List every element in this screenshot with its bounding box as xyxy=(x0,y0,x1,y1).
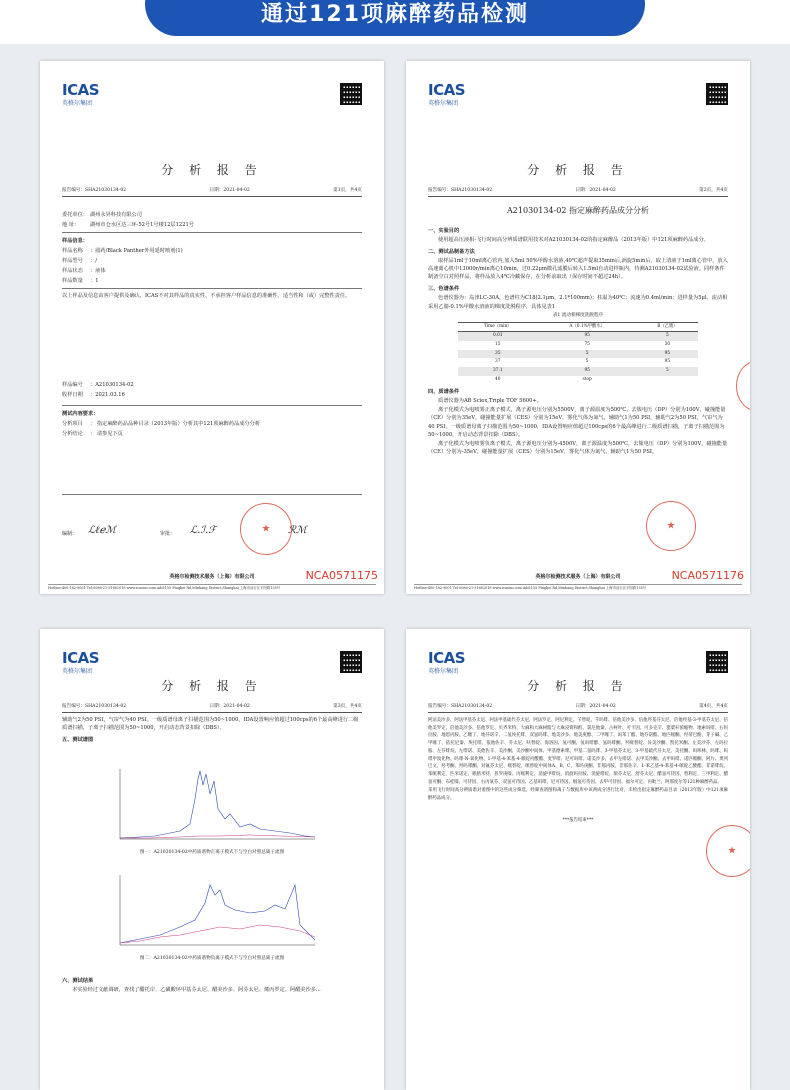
page-title: 分 析 报 告 xyxy=(527,679,629,693)
client-info: 委托单位： 湖州永昇科技有限公司 地 址： 湖州市仓水区达三环·52号1号楼12层1221号 样品信息： 样品名称 ：圆药/Black Panther外用延时喷剂(1) 样品型号 ：/ 样品状态 ：液体 样品数量 ：1 以上样品及信息由客户提供及确认，ICAS不对其样品的真实性、不承担客户样品信息的准确性、适当性和（或）完整性责任。 xyxy=(62,209,362,301)
table-row xyxy=(458,358,698,367)
icas-logo: ICAS 英格尔集团 xyxy=(62,649,100,675)
seam-seal-icon: ★ xyxy=(706,825,750,877)
icas-logo: ICAS 英格尔集团 xyxy=(428,649,466,675)
table-row xyxy=(458,376,698,385)
top-banner xyxy=(0,0,790,44)
table-cell xyxy=(637,376,698,385)
analysis-heading: A21030134-02 指定麻醉药品成分分析 xyxy=(507,206,649,215)
table-cell: stop xyxy=(582,376,592,382)
report-header: 报告编号：SHA21030134-02 日期：2021-04-02 第2页，共4页 xyxy=(428,187,728,197)
report-page-4[interactable] xyxy=(406,629,750,1090)
table-cell: 0.01 xyxy=(458,332,538,341)
table-cell: 95 xyxy=(664,359,671,365)
page-title: 分 析 报 告 xyxy=(527,163,629,177)
chart-bg xyxy=(100,865,320,953)
approver-signature: ℒ.ℐ.ℱ xyxy=(190,525,217,536)
qr-code-icon xyxy=(340,651,362,673)
report-header: 报告编号：SHA21030134-02 日期：2021-04-02 第1页，共4页 xyxy=(62,187,362,197)
table-cell: 30 xyxy=(664,341,671,347)
figure-2-caption: 图二：A21030134-02中药质谱物负离子模式下与空白对照总离子流图 xyxy=(139,956,285,961)
page-title: 分 析 报 告 xyxy=(161,679,263,693)
figure-1-caption: 图一：A21030134-02中药质谱物正离子模式下与空白对照总离子流图 xyxy=(139,850,285,855)
table-cell: 37.1 xyxy=(458,367,538,376)
drug-list-text: 阿法美沙多、阿法甲基芬太尼、阿法甲基硫代芬太尼、阿法罗定、阿尼利定、苄替啶、苄吗啡、倍他美沙多、倍他羟基芬太尼、倍他羟基-3-甲基芬太尼、倍他美罗定、倍他美沙多、倍他罗定、贝齐米特、大麻和大麻树脂与大麻浸膏和酊、氯尼他秦、古柯叶、可卡因、可多克辛、罂粟秆浓缩物、地索吗啡、右吗拉胺、地恩丙胺、乙噻丁、地芬诺辛、二氢埃托啡、双氢吗啡、地美沙多、地美庚醇、二甲噻丁、吗苯丁酯、地芬诺酯、地匹哌酮、羟蒂巴酚、芽子碱、乙甲噻丁、依托尼秦、埃托啡、依他佐辛、芬太尼、呋替啶、海洛因、氢可酮、氢吗啡醇、氢吗啡酮、羟哌替啶、异美沙酮、凯托米酮、左美沙芬、左吗拉胺、左芬啡烷、左啡诺、美他佐辛、美沙酮、美沙酮中间体、甲基德索啡、甲基二氢吗啡、3-甲基芬太尼、3-甲基硫代芬太尼、美托酮、吗哆林、吗啡、吗啡甲溴化物、吗啡-N-氧化物、1-甲基-4-苯基-4-哌啶丙酸酯、麦罗啡、尼可吗啡、诺美沙多、去甲左啡诺、去甲美沙酮、去甲吗啡、诺匹哌酮、阿片、奥列巴文、羟考酮、羟吗啡酮、对氟芬太尼、哌替啶、哌替啶中间体A、B、C、苯吗庚酮、非那丙胺、非那佐辛、1-苯乙基-4-苯基-4-哌啶乙酸酯、非诺啡烷、苯哌利定、匹米诺定、哌腈米特、普罗庚嗪、丙哌利定、消旋甲啡烷、消旋吗拉胺、消旋啡烷、瑞芬太尼、舒芬太尼、醋氢可待因、替利定、三甲利定、醋氢可酮、布桂嗪、可待因、右丙氧芬、双氢可待因、乙基吗啡、尼可待因、烟氢可待因、去甲可待因、福尔可定、丙吡兰、阿那度尔等121种麻醉药品。 采用飞行时间高分辨质谱对谱图中的这些成分筛选，经筛查谱图和离子与数据库中该两成分进行比对，未检出指定麻醉药品目录（2013年版）中121项麻醉药品成分。 ***报告结束*** xyxy=(428,718,728,823)
positive-ion-chromatogram xyxy=(100,759,320,847)
table-cell: 5 xyxy=(585,359,589,365)
report-page-3[interactable] xyxy=(40,629,384,1090)
table-cell: 75 xyxy=(584,341,590,347)
table-cell: 95 xyxy=(538,332,637,341)
negative-ion-chromatogram xyxy=(100,865,320,953)
company-seal-icon: ★ xyxy=(646,501,696,551)
company-seal-icon: ★ xyxy=(240,503,292,555)
author-signature: ℒℓℯℳ xyxy=(88,525,116,536)
page-footer: 英格尔检测技术服务（上海）有限公司 Hotline:400-182-9001 Tel:0086-21-51682018 www.icasiso.com Add:155 Pingbei Rd,Minhang District,Shanghai 上海市闵行区平阳路155号 xyxy=(40,574,384,594)
seam-seal-icon xyxy=(736,361,750,411)
page-footer: 英格尔检测技术服务（上海）有限公司 Hotline:400-182-9001 Tel:0086-21-51682018 www.icasiso.com Add:155 Pingbei Rd,Minhang District,Shanghai 上海市闵行区平阳路155号 xyxy=(406,574,750,594)
icas-logo: ICAS 英格尔集团 xyxy=(62,81,100,107)
qr-code-icon xyxy=(706,83,728,105)
table-cell: 5 xyxy=(637,367,698,376)
table-cell: 37 xyxy=(495,359,501,365)
table-row xyxy=(458,350,698,359)
report-stamp-number: NCA0571176 xyxy=(671,568,744,582)
table-row xyxy=(458,367,698,376)
report-page-1[interactable]: ICAS 英格尔集团 分 析 报 告 报告编号：SHA21030134-02 日期：2021-04-02 第1页，共4页 委托单位： 湖州永昇科技有限公司 地 址： 湖州市仓水区达三环·52号1号楼12层1221号 样品信息： 样品名称 ：圆药/Black Panther外用延时喷剂(1) 样品型号 ：/ 样品状态 ：液体 样品数量 ：1 以上样品及信息由客户提供及确认，ICAS不对其样品的真实性、不承担客户样品信息的准确性、适当性和（或）完整性责任。 样品编号 ：A21030134-02 收样日期 ：2021.03.16 测试内容要求： 分析项目 ： 指定麻醉药品品种目录（2013年版）分析其中121项麻醉药品成分分析 分析结论 ： 请参见下页 编制： ℒℓℯℳ 审批： ℒ.ℐ.ℱ ★ ℛℳ 英格尔检测技术服务（上海）有限公司 Hotline:400-182-9001 Tel:0086-21-51682018 www.icasiso.com Add:155 Pingbei Rd,Minhang District,Shanghai 上海市闵行区平阳路155号 NCA0571175 xyxy=(40,61,384,594)
test-results: 六、测试结果 本实验经过文献调研，查找了醋托岸、乙磺酸环甲基芬太尼、醋美沙多、阿芬太尼、烯丙罗定、阿醋美沙多... xyxy=(62,978,321,994)
table-header: Time（min） xyxy=(458,322,538,332)
chart-bg xyxy=(100,759,320,847)
table-cell: 95 xyxy=(538,367,637,376)
report-header: 报告编号：SHA21030134-02 日期：2021-04-02 第3页，共4页 xyxy=(62,703,362,713)
table-cell: 35 xyxy=(458,350,538,359)
ms-conditions-cont: 辅助气2为50 PSI，气帘气为40 PSI。一级质谱母离子扫描范围为50~1000，IDA设置响应值超过100cps的6个最高峰进行二级质谱扫描，子离子扫描范围为50~1000，开启动态背景扣除（DBS）。 五、测试谱图 xyxy=(62,717,359,744)
qr-code-icon xyxy=(340,83,362,105)
qr-code-icon xyxy=(706,651,728,673)
page-title: 分 析 报 告 xyxy=(161,163,263,177)
sample-receipt: 样品编号 ：A21030134-02 收样日期 ：2021.03.16 测试内容要求： 分析项目 ： 指定麻醉药品品种目录（2013年版）分析其中121项麻醉药品成分分析 分析结论 ： 请参见下页 xyxy=(62,379,362,440)
table-header: A（0.1%甲酸水） xyxy=(538,322,637,332)
table-cell: 5 xyxy=(637,332,698,341)
report-header: 报告编号：SHA21030134-02 日期：2021-04-02 第4页，共4页 xyxy=(428,703,728,713)
report-stamp-number: NCA0571175 xyxy=(305,568,378,582)
analysis-body: 一、实验目的 使用超高压液相-飞行时间高分辨质谱联用技术对A21030134-02的指定麻醉品（2013年版）中121项麻醉药品成分。 二、测试品制备方法 取样品1ml于10ml离心管内,加入5ml 50%甲醇水溶液,40℃超声提取35min后,涡旋5min后，取上清液于1ml离心管中，放入高速离心机中13000r/min离心10min，过0.22μm微孔滤膜后转入1.5ml自动进样瓶内，待测A21030134-02试验液。同样条件制备空白对照样品，将样品放入4℃冷藏保存，在分析前取出（保存时间不超过24h）。 三、色谱条件 色谱仪器为：岛津LC-30A，色谱柱为C18(2.1μm，2.1*100mm)；柱温为40℃；流速为0.4ml/min；进样量为5μl，流动相采用乙腈-0.1%甲酸水溶液的梯度洗脱程序，具体见表1 表1 流动相梯度洗脱程序 Time（min） A（0.1%甲酸水） B（乙腈） 0.01 95 5 15 75 30 35 5 95 37 5 95 37.1 95 5 40 stop 四、质谱条件 质谱仪器为AB Sciex,Triple TOF 5600+。 离子化模式为电喷雾正离子模式，离子源电压分别为5500V，离子源温度为500℃，去簇电压（DP）分别为100V，碰撞能量（CE）分别为35eV，碰撞能量扩展（CES）分别为15eV，雾化气体为氮气，辅助气1为50 PSI，辅助气2为50 PSI，气帘气为40 PSI。一级质谱母离子扫描范围为50~1000，IDA设置响应值超过100cps的6个最高峰进行二级质谱扫描，子离子扫描范围为50~1000，开启动态背景扣除（DBS）。 离子化模式为电喷雾负离子模式，离子源电压分别为-4500V，离子源温度为500℃，去簇电压（DP）分别为100V，碰撞能量（CE）分别为-35eV，碰撞能量扩展（CES）分别为15eV，雾化气体为氮气，辅助气1为50 PSI。 xyxy=(428,228,728,455)
table-header: B（乙腈） xyxy=(637,322,698,332)
gradient-table xyxy=(458,322,698,385)
banner-pill xyxy=(145,0,645,36)
table-row xyxy=(458,332,698,341)
third-signature: ℛℳ xyxy=(288,525,307,536)
icas-logo: ICAS 英格尔集团 xyxy=(428,81,466,107)
table-row xyxy=(458,341,698,350)
report-page-2[interactable] xyxy=(406,61,750,594)
table-cell: 5 xyxy=(538,350,637,359)
table-cell: 95 xyxy=(637,350,698,359)
table-cell: 15 xyxy=(495,341,501,347)
banner-title: 通过121项麻醉药品检测 xyxy=(261,2,529,27)
table-cell: 40 xyxy=(495,376,501,382)
